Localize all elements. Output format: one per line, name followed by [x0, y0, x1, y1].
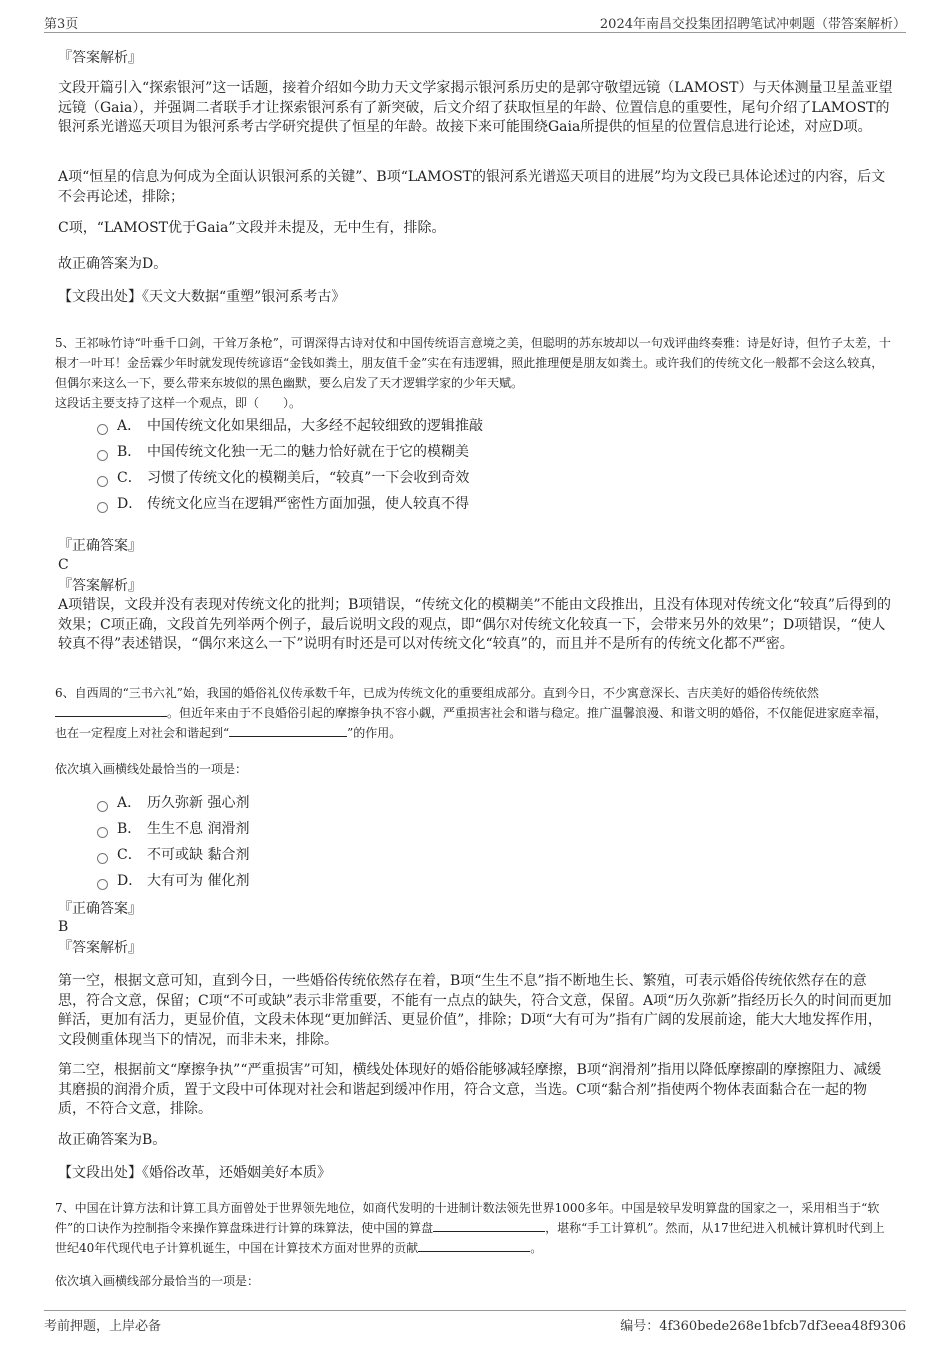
fill-blank — [55, 704, 167, 717]
question-stem: 7、中国在计算方法和计算工具方面曾处于世界领先地位，如商代发明的十进制计数法领先世界1000多年。中国是较早发明算盘的国家之一，采用相当于“软件”的口诀作为控制指令来操作算盘珠进行计算的珠算法，使中国的算盘 ，堪称“手工计算机”。然而，从17世纪进入机械计算机时代到上世纪40年代现代电子计算机诞生，中国在计算技术方面对世界的贡献 。 — [55, 1201, 885, 1255]
radio-icon[interactable] — [97, 502, 108, 513]
radio-icon[interactable] — [97, 424, 108, 435]
analysis-paragraph: A项错误，文段并没有表现对传统文化的批判；B项错误，“传统文化的模糊美”不能由文段推出，且没有体现对传统文化“较真”后得到的效果；C项正确，文段首先列举两个例子，最后说明文段的观点，即“偶尔对传统文化较真一下，会带来另外的效果”；D项错误，“使人较真不得”表述错误，“偶尔来这么一下”说明有时还是可以对传统文化“较真”的，而且并不是所有的传统文化都不严密。 — [58, 597, 892, 652]
analysis-paragraph: C项，“LAMOST优于Gaia”文段并未提及，无中生有，排除。 — [58, 220, 446, 236]
radio-icon[interactable] — [97, 801, 108, 812]
source-citation: 【文段出处】《婚俗改革，还婚姻美好本质》 — [58, 1165, 331, 1181]
option-c[interactable]: C． 不可或缺 黏合剂 — [97, 842, 249, 868]
option-b[interactable]: B． 中国传统文化独一无二的魅力恰好就在于它的模糊美 — [97, 439, 483, 465]
option-d[interactable]: D． 传统文化应当在逻辑严密性方面加强，使人较真不得 — [97, 491, 483, 517]
radio-icon[interactable] — [97, 476, 108, 487]
radio-icon[interactable] — [97, 853, 108, 864]
answer-value: B — [58, 919, 69, 935]
option-b[interactable]: B． 生生不息 润滑剂 — [97, 816, 249, 842]
page-header — [44, 10, 906, 33]
radio-icon[interactable] — [97, 450, 108, 461]
option-c[interactable]: C． 习惯了传统文化的模糊美后，“较真”一下会收到奇效 — [97, 465, 483, 491]
option-a[interactable]: A． 历久弥新 强心剂 — [97, 790, 249, 816]
question-prompt: 依次填入画横线处最恰当的一项是： — [55, 762, 248, 776]
page-footer — [44, 1310, 906, 1337]
fill-blank — [229, 724, 347, 737]
correct-answer-statement: 故正确答案为B。 — [58, 1132, 167, 1148]
fill-blank — [433, 1219, 545, 1232]
fill-blank — [418, 1239, 530, 1252]
radio-icon[interactable] — [97, 827, 108, 838]
analysis-label: 『答案解析』 — [58, 940, 142, 956]
answer-label: 『正确答案』 — [58, 538, 142, 554]
answer-label: 『正确答案』 — [58, 901, 142, 917]
document-code: 编号：4f360bede268e1bfcb7df3eea48f9306 — [620, 1319, 906, 1334]
option-d[interactable]: D． 大有可为 催化剂 — [97, 868, 249, 894]
question-prompt: 这段话主要支持了这样一个观点，即（ ）。 — [55, 396, 302, 410]
analysis-paragraph: 第二空，根据前文“摩擦争执”“严重损害”可知，横线处体现好的婚俗能够减轻摩擦，B项“润滑剂”指用以降低摩擦副的摩擦阻力、减缓其磨损的润滑介质，置于文段中可体现对社会和谐起到缓冲作用，符合文意，当选。C项“黏合剂”指使两个物体表面黏合在一起的物质，不符合文意，排除。 — [58, 1062, 882, 1117]
analysis-paragraph: 第一空，根据文意可知，直到今日，一些婚俗传统依然存在着，B项“生生不息”指不断地生长、繁殖，可表示婚俗传统依然存在的意思，符合文意，保留；C项“不可或缺”表示非常重要，不能有一点点的缺失，符合文意，保留。A项“历久弥新”指经历长久的时间而更加鲜活，更加有活力，更显价值，文段未体现“更加鲜活、更显价值”，排除；D项“大有可为”指有广阔的发展前途，能大大地发挥作用，文段侧重体现当下的情况，而非未来，排除。 — [58, 973, 892, 1048]
document-title: 2024年南昌交投集团招聘笔试冲刺题（带答案解析） — [599, 17, 906, 32]
analysis-label: 『答案解析』 — [58, 50, 142, 66]
answer-value: C — [58, 557, 69, 573]
question-stem: 5、王祁咏竹诗“叶垂千口剑，干耸万条枪”，可谓深得古诗对仗和中国传统语言意境之美，但聪明的苏东坡却以一句戏评曲终奏雅：诗是好诗，但竹子太差，十根才一叶耳！金岳霖少年时就发现传统谚语“金钱如粪土，朋友值千金”实在有违逻辑，照此推理便是朋友如粪土。或许我们的传统文化一般都不会这么较真，但偶尔来这么一下，要么带来东坡似的黑色幽默，要么启发了天才逻辑学家的少年天赋。 — [55, 336, 891, 390]
correct-answer-statement: 故正确答案为D。 — [58, 256, 168, 272]
analysis-paragraph: 文段开篇引入“探索银河”这一话题，接着介绍如今助力天文学家揭示银河系历史的是郭守敬望远镜（LAMOST）与天体测量卫星盖亚望远镜（Gaia），并强调二者联手才让探索银河系有了新突破，后文介绍了获取恒星的年龄、位置信息的重要性，尾句介绍了LAMOST的银河系光谱巡天项目为银河系考古学研究提供了恒星的年龄。故接下来可能围绕Gaia所提供的恒星的位置信息进行论述，对应D项。 — [58, 80, 893, 135]
analysis-label: 『答案解析』 — [58, 578, 142, 594]
option-a[interactable]: A． 中国传统文化如果细品，大多经不起较细致的逻辑推敲 — [97, 413, 483, 439]
footer-slogan: 考前押题，上岸必备 — [44, 1319, 162, 1334]
question-prompt: 依次填入画横线部分最恰当的一项是： — [55, 1274, 260, 1288]
option-list — [97, 413, 483, 517]
analysis-paragraph: A项“恒星的信息为何成为全面认识银河系的关键”、B项“LAMOST的银河系光谱巡天项目的进展”均为文段已具体论述过的内容，后文不会再论述，排除； — [58, 169, 886, 205]
option-list — [97, 790, 249, 894]
question-stem: 6、自西周的“三书六礼”始，我国的婚俗礼仪传承数千年，已成为传统文化的重要组成部分。直到今日，不少寓意深长、吉庆美好的婚俗传统依然。但近年来由于不良婚俗引起的摩擦争执不容小觑，严重损害社会和谐与稳定。推广温馨浪漫、和谐文明的婚俗，不仅能促进家庭幸福，也在一定程度上对社会和谐起到“ ”的作用。 — [55, 686, 888, 740]
source-citation: 【文段出处】《天文大数据“重塑”银河系考古》 — [58, 289, 346, 305]
page-number: 第3页 — [44, 17, 79, 32]
radio-icon[interactable] — [97, 879, 108, 890]
